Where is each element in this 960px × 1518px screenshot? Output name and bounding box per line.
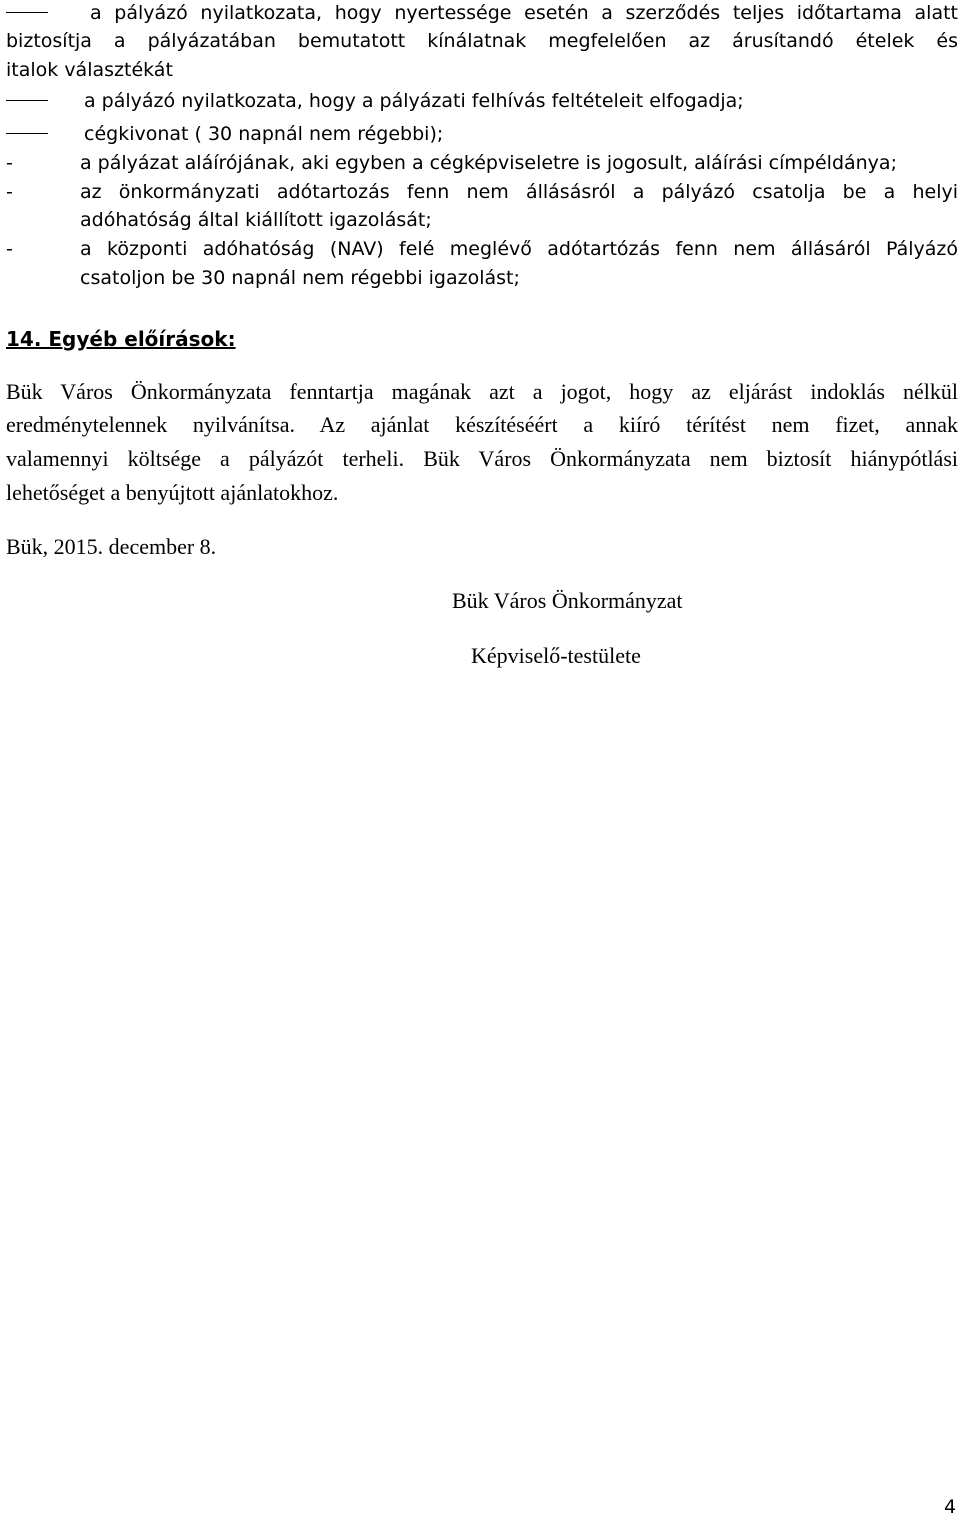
list-item: a pályázó nyilatkozata, hogy a pályázati felhívás feltételeit elfogadja;: [84, 90, 744, 112]
dash-marker: [6, 12, 48, 13]
date-line: Bük, 2015. december 8.: [6, 534, 217, 559]
page-number: 4: [944, 1496, 957, 1518]
paragraph-line: eredménytelennek nyilvánítsa. Az ajánlat készítéséért a kiíró térítést nem fizet, annak: [6, 412, 958, 437]
list-item-line: adóhatóság által kiállított igazolását;: [80, 209, 432, 231]
hyphen-marker: -: [6, 238, 13, 260]
signature-line: Bük Város Önkormányzat: [452, 588, 683, 613]
hyphen-marker: -: [6, 152, 13, 174]
list-item-line: a központi adóhatóság (NAV) felé meglévő adótartózás fenn nem állásáról Pályázó: [80, 238, 958, 260]
dash-marker: [6, 100, 48, 101]
list-item: cégkivonat ( 30 napnál nem régebbi);: [84, 123, 444, 145]
section-heading: 14. Egyéb előírások:: [6, 327, 236, 351]
signature-line: Képviselő-testülete: [471, 643, 641, 668]
list-item: a pályázat aláírójának, aki egyben a cégképviseletre is jogosult, aláírási címpéldánya;: [80, 152, 897, 174]
list-item-line: a pályázó nyilatkozata, hogy nyertessége esetén a szerződés teljes időtartama alatt: [90, 2, 958, 24]
hyphen-marker: -: [6, 181, 13, 203]
list-item-line: italok választékát: [6, 59, 173, 81]
dash-marker: [6, 133, 48, 134]
paragraph-line: lehetőséget a benyújtott ajánlatokhoz.: [6, 480, 339, 505]
list-item-line: az önkormányzati adótartozás fenn nem állásásról a pályázó csatolja be a helyi: [80, 181, 958, 203]
list-item-line: biztosítja a pályázatában bemutatott kínálatnak megfelelően az árusítandó ételek és: [6, 30, 958, 52]
paragraph-line: Bük Város Önkormányzata fenntartja magának azt a jogot, hogy az eljárást indoklás nélkül: [6, 379, 958, 404]
paragraph-line: valamennyi költsége a pályázót terheli. Bük Város Önkormányzata nem biztosít hiánypótlási: [6, 446, 958, 471]
list-item-line: csatoljon be 30 napnál nem régebbi igazolást;: [80, 267, 520, 289]
